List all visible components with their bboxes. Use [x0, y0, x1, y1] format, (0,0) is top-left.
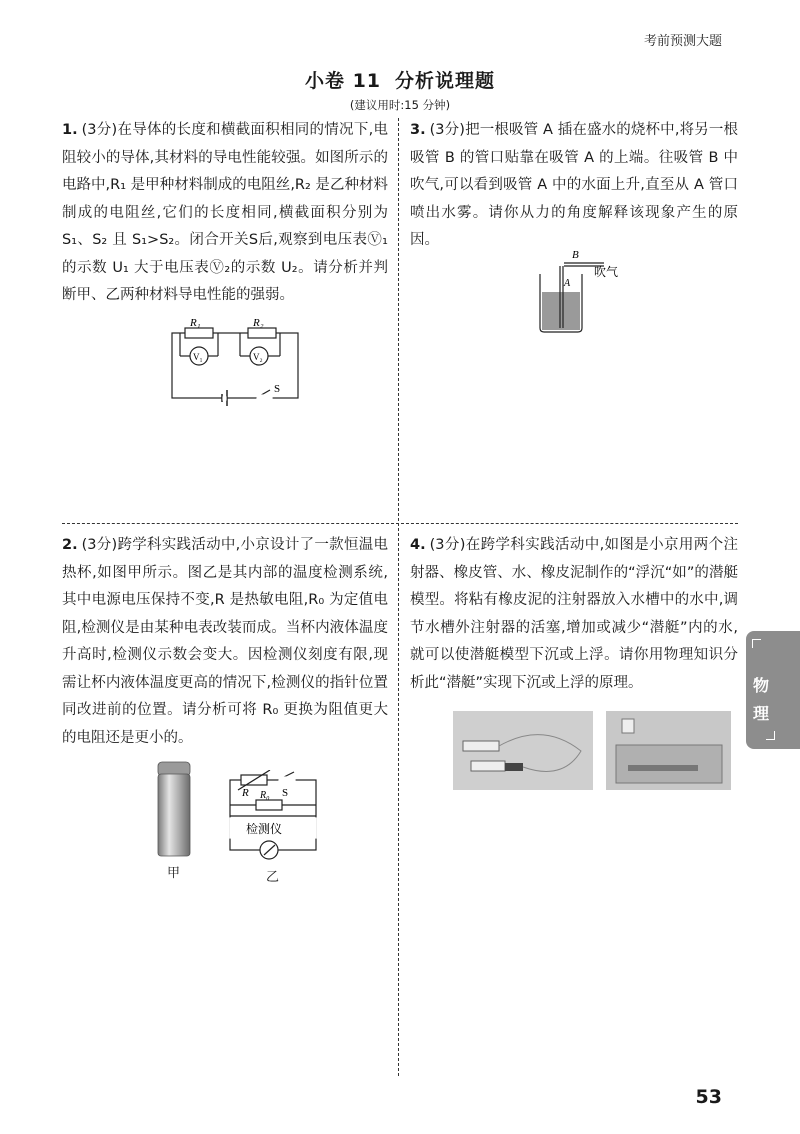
page-title [0, 66, 800, 93]
q2-caption-a: 甲 [167, 866, 181, 881]
q2-label-s: S [282, 787, 289, 799]
question-number: 3. [410, 122, 426, 138]
q1-label-s: S [274, 383, 281, 395]
subject-side-tab [746, 631, 800, 749]
column-divider [398, 118, 399, 1076]
question-text: (3分)把一根吸管 A 插在盛水的烧杯中,将另一根吸管 B 的管口贴靠在吸管 A 的上端。往吸管 B 中吹气,可以看到吸管 A 中的水面上升,直至从 A 管口喷出水雾。请你从力的角度解释该现象产生的原因。 [410, 122, 738, 248]
q2-cup-image [156, 760, 192, 858]
question-number: 4. [410, 537, 426, 553]
question-number: 2. [62, 537, 78, 553]
question-text: (3分)在导体的长度和横截面积相同的情况下,电阻较小的导体,其材料的导电性能较强。如图所示的电路中,R₁ 是甲种材料制成的电阻丝,R₂ 是乙种材料制成的电阻丝,它们的长度相同,横截面积分别为 S₁、S₂ 且 S₁>S₂。闭合开关S后,观察到电压表Ⓥ₁的示数 U₁ 大于电压表Ⓥ₂的示数 U₂。请分析并判断甲、乙两种材料导电性能的强弱。 [62, 122, 388, 303]
q3-label-blow: 吹气 [594, 265, 619, 279]
side-tab-char-2: 理 [752, 704, 769, 723]
question-2 [62, 532, 388, 752]
tab-corner-mark [752, 639, 761, 648]
q3-label-b: B [572, 249, 579, 261]
q3-label-a: A [564, 278, 571, 289]
q2-circuit-diagram [222, 770, 324, 860]
q1-label-r2: R₂ [253, 318, 264, 329]
q1-circuit-diagram [170, 318, 310, 408]
title-text: 分析说理题 [395, 70, 496, 92]
row-divider [62, 523, 738, 524]
question-3 [410, 117, 738, 255]
q4-tank-photo [606, 711, 731, 790]
q2-label-r: R [242, 787, 249, 799]
question-1 [62, 117, 388, 310]
page-number: 53 [695, 1086, 722, 1108]
header-tag: 考前预测大题 [643, 34, 722, 49]
q1-label-v2: V₂ [253, 352, 263, 362]
question-text: (3分)在跨学科实践活动中,如图是小京用两个注射器、橡皮管、水、橡皮泥制作的“浮沉“如”的潜艇模型。将粘有橡皮泥的注射器放入水槽中的水中,调节水槽外注射器的活塞,增加或减少“潜艇”内的水,就可以使潜艇模型下沉或上浮。请你用物理知识分析此“潜艇”实现下沉或上浮的原理。 [410, 537, 738, 691]
q2-label-meter: 检测仪 [246, 822, 283, 836]
title-number: 小卷 11 [304, 70, 382, 92]
q1-label-r1: R₁ [190, 318, 201, 329]
q2-caption-b: 乙 [266, 870, 280, 885]
q3-beaker-diagram [534, 244, 644, 334]
q1-label-v1: V₁ [193, 352, 203, 362]
question-number: 1. [62, 122, 78, 138]
q4-syringe-photo [453, 711, 593, 790]
q2-label-r0: R₀ [260, 790, 270, 801]
question-text: (3分)跨学科实践活动中,小京设计了一款恒温电热杯,如图甲所示。图乙是其内部的温度检测系统,其中电源电压保持不变,R 是热敏电阻,R₀ 为定值电阻,检测仪是由某种电表改装而成。当杯内液体温度升高时,检测仪示数会变大。因检测仪刻度有限,现需让杯内液体温度更高的情况下,检测仪的指针位置同改进前的位置。请分析可将 R₀ 更换为阻值更大的电阻还是更小的。 [62, 537, 388, 746]
side-tab-char-1: 物 [752, 676, 769, 695]
suggested-time: (建议用时:15 分钟) [349, 98, 451, 112]
question-4 [410, 532, 738, 697]
tab-corner-mark [766, 731, 775, 740]
